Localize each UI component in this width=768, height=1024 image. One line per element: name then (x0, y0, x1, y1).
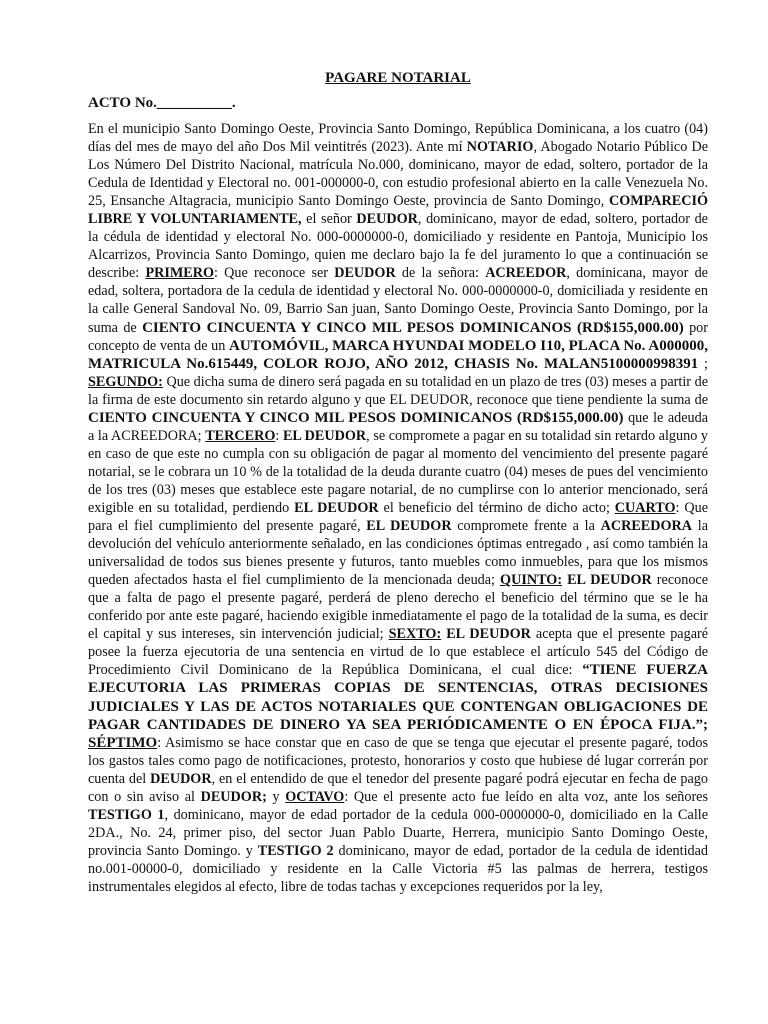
body-bold-text: OCTAVO (285, 788, 345, 805)
body-text-run: la devolución del vehículo anteriormente señalado, en las condiciones óptimas entregado , así como también la universalidad de todos sus bienes presente y futuros, tanto muebles como inmuebles, para que los mismos queden afectados hasta el fiel cumplimiento de la mencionada deuda; (88, 518, 708, 589)
body-bold-text: DEUDOR (334, 265, 396, 282)
body-text-run: el beneficio del término de dicho acto; (378, 499, 615, 516)
body-text-run: , dominicana, mayor de edad, soltera, portadora de la cedula de identidad y electoral No. 000-0000000-0, domiciliada y residente en la calle General Sandoval No. 09, Barrio San juan, Santo Domingo Oeste, Provincia Santo Domingo, por la suma de (88, 265, 708, 336)
acto-number-line: ACTO No.__________. (88, 95, 236, 111)
body-text-run: : Que para el fiel cumplimiento del presente pagaré, (88, 499, 708, 535)
body-bold-text: CIENTO CINCUENTA Y CINCO MIL PESOS DOMINICANOS (RD$155,000.00) (142, 319, 684, 336)
body-bold-text: COMPARECIÓ LIBRE Y VOLUNTARIAMENTE, (88, 193, 708, 228)
body-bold-text: “TIENE FUERZA EJECUTORIA LAS PRIMERAS COPIAS DE SENTENCIAS, OTRAS DECISIONES JUDICIALES Y LAS DE ACTOS NOTARIALES QUE CONTENGAN OBLIGACIONES DE PAGAR CANTIDADES DE DINERO YA SEA PERIÓDICAMENTE O EN ÉPOCA FIJA.”; (88, 662, 709, 733)
body-text-run: acepta que el presente pagaré posee la fuerza ejecutoria de una sentencia en virtud de lo que establece el artículo 545 del Código de Procedimiento Civil Dominicano de la República Dominicana, el cual dice: (88, 626, 709, 679)
body-text-run: reconoce que a falta de pago el presente pagaré, perderá de pleno derecho el beneficio del término que se le ha conferido por ante este pagaré, haciendo exigible inmediatamente el pago de la totalidad de la suma, es decir el capital y sus intereses, sin intervención judicial; (88, 572, 709, 643)
body-bold-text: DEUDOR (150, 770, 212, 787)
body-bold-text: ACREEDOR (485, 265, 567, 282)
body-bold-text: CIENTO CINCUENTA Y CINCO MIL PESOS DOMINICANOS (RD$155,000.00) (88, 409, 624, 426)
body-text-run: En el municipio Santo Domingo Oeste, Provincia Santo Domingo, República Dominicana, a los cuatro (04) días del mes de mayo del año Dos Mil veintitrés (2023). Ante mí (88, 121, 708, 156)
body-bold-text: DEUDOR (356, 211, 418, 228)
body-bold-text: AUTOMÓVIL, MARCA HYUNDAI MODELO I10, PLACA No. A000000, MATRICULA No.615449, COLOR ROJO, AÑO 2012, CHASIS No. MALAN5100000998391 (88, 337, 708, 372)
body-bold-text: CUARTO (614, 499, 676, 516)
body-text-run: de la señora: (395, 265, 486, 282)
body-text-run: ; (698, 355, 708, 372)
body-bold-text: SEGUNDO: (88, 373, 163, 390)
body-text-run: , dominicano, mayor de edad, soltero, portador de la cédula de identidad y electoral No. 000-0000000-0, domiciliado y residente en Pantoja, Municipio los Alcarrizos, Provincia Santo Domingo, quien me declaro bajo la fe del juramento lo que a continuación se describe: (88, 211, 708, 282)
body-text-run: el señor (301, 211, 357, 228)
body-bold-text: DEUDOR; (200, 788, 267, 805)
body-bold-text: SÉPTIMO (88, 734, 158, 751)
document-title: PAGARE NOTARIAL (325, 70, 471, 86)
body-text-run: por concepto de venta de un (88, 319, 708, 354)
body-bold-text: EL DEUDOR (366, 518, 452, 535)
body-text-run: : (275, 427, 283, 444)
body-bold-text: TESTIGO 2 (257, 842, 334, 859)
body-text-run: , se compromete a pagar en su totalidad sin retardo alguno y en caso de que este no cumpla con su obligación de pagar al momento del vencimiento del presente pagaré notarial, se le cobrara un 10 % de la totalidad de la deuda durante cuatro (04) meses de pues del vencimiento de los tres (03) meses que establece este pagare notarial, de no cumplirse con lo anterior mencionado, será exigible en su totalidad, perdiendo (88, 427, 708, 516)
body-bold-text: EL DEUDOR (282, 427, 367, 444)
body-text-run: : Que reconoce ser (214, 265, 335, 282)
body-bold-text: NOTARIO (466, 139, 534, 156)
body-text-run: , dominicano, mayor de edad portador de la cedula 000-0000000-0, domiciliado en la Calle 2DA., No. 24, primer piso, del sector Juan Pablo Duarte, Herrera, municipio Santo Domingo Oeste, provincia Santo Domingo. y (88, 806, 708, 859)
body-bold-text: SEXTO: (388, 626, 442, 643)
document-body (88, 120, 708, 896)
body-bold-text: EL DEUDOR (567, 572, 652, 589)
body-text-run: : Asimismo se hace constar que en caso de que se tenga que ejecutar el presente pagaré, todos los gastos tales como pago de notificaciones, protesto, honorarios y costo que hubiese dé lugar correrán por cuenta del (88, 734, 708, 787)
body-text-run: y (266, 788, 286, 805)
body-bold-text: EL DEUDOR (446, 626, 531, 643)
body-bold-text: TERCERO (205, 427, 276, 444)
body-text-run: : Que el presente acto fue leído en alta voz, ante los señores (344, 788, 708, 805)
body-text-run: , en el entendido de que el tenedor del presente pagaré podrá ejecutar en fecha de pago con o sin aviso al (88, 770, 708, 805)
body-bold-text: TESTIGO 1 (88, 806, 165, 823)
body-text-run: dominicano, mayor de edad, portador de la cedula de identidad no.001-00000-0, domiciliado y residente en la Calle Victoria #5 las palmas de herrera, testigos instrumentales elegidos al efecto, libre de todas tachas y excepciones requeridos por la ley, (88, 842, 708, 895)
body-bold-text: EL DEUDOR (294, 499, 379, 516)
body-text-run: compromete frente a la (451, 518, 601, 535)
body-text-run: que le adeuda a la ACREEDORA; (88, 409, 708, 444)
body-text-run: , Abogado Notario Público De Los Número Del Distrito Nacional, matrícula No.000, dominicano, mayor de edad, soltero, portador de la Cedula de Identidad y Electoral no. 001-000000-0, con estudio profesional abierto en la calle Venezuela No. 25, Ensanche Altagracia, municipio Santo Domingo Oeste, provincia de Santo Domingo, (88, 139, 708, 210)
body-text-run: Que dicha suma de dinero será pagada en su totalidad en un plazo de tres (03) meses a partir de la firma de este documento sin retardo alguno y que EL DEUDOR, reconoce que tiene pendiente la suma de (88, 373, 708, 408)
body-bold-text: ACREEDORA (600, 518, 693, 535)
body-bold-text: QUINTO: (500, 572, 563, 589)
body-bold-text: PRIMERO (145, 265, 215, 282)
